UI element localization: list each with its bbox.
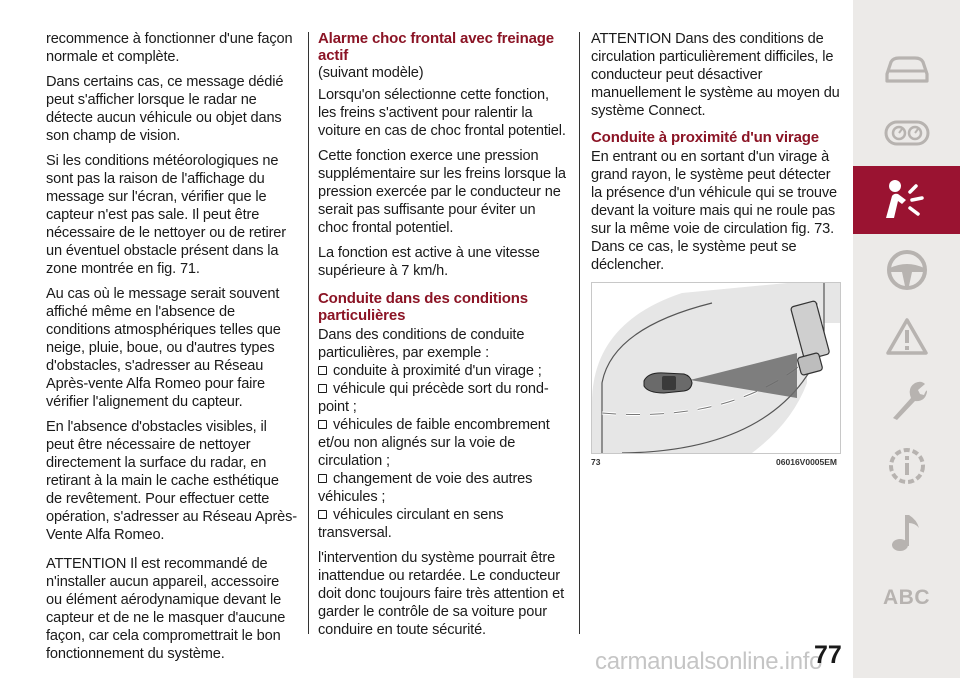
paragraph: Cette fonction exerce une pression supplémentaire sur les freins lorsque la pression exercée par le conducteur ne serait pas suffisante pour éviter un choc frontal potentiel. [318, 148, 566, 236]
airbag-person-icon [882, 178, 932, 222]
watermark: carmanualsonline.info [595, 648, 823, 675]
warning-paragraph: ATTENTION Dans des conditions de circulation particulièrement difficiles, le conducteur peut désactiver manuellement le système au moyen du système Connect. [591, 31, 840, 119]
column-divider [308, 32, 309, 634]
column-divider [579, 32, 580, 634]
warning-paragraph: ATTENTION Il est recommandé de n'installer aucun appareil, accessoire ou élément aérodynamique devant le capteur et de ne le masquer d'aucune façon, car cela compromettrait le bon fonctionnement du système. [46, 556, 286, 662]
figure-number: 73 [591, 457, 601, 467]
paragraph: Au cas où le message serait souvent affiché même en l'absence de conditions atmosphériques telles que neige, pluie, boue, ou d'autres types d'obstacles, s'adresser au Réseau Après-vente Alfa Romeo pour faire vérifier l'alignement du capteur. [46, 286, 281, 410]
chapter-sidebar [853, 0, 960, 678]
car-icon [644, 373, 692, 393]
paragraph: En l'absence d'obstacles visibles, il peut être nécessaire de nettoyer directement la surface du radar, en retirant à la main le cache esthétique de revêtement. Pour effectuer cette opération, s'adresser au Réseau Après-Vente Alfa Romeo. [46, 419, 298, 543]
paragraph: recommence à fonctionner d'une façon normale et complète. [46, 31, 293, 65]
text-column-1 [46, 30, 298, 670]
section-heading: Conduite dans des conditions particulières [318, 290, 528, 324]
index-abc-label: ABC [883, 586, 930, 609]
curve-road-illustration [592, 283, 840, 453]
list-item: véhicules circulant en sens transversal. [318, 507, 504, 541]
list-item: changement de voie des autres véhicules ; [318, 471, 533, 505]
bullet-list [318, 362, 568, 542]
checkbox-bullet-icon [318, 366, 327, 375]
text-column-3 [591, 30, 841, 281]
music-note-icon [887, 510, 927, 554]
paragraph: Lorsqu'on sélectionne cette fonction, les freins s'activent pour ralentir la voiture en cas de choc frontal potentiel. [318, 87, 566, 139]
sidebar-item-multimedia[interactable] [853, 498, 960, 566]
sidebar-item-maintenance[interactable] [853, 366, 960, 434]
sidebar-item-driving[interactable] [853, 236, 960, 304]
figure-code: 06016V0005EM [776, 457, 837, 467]
section-heading: Alarme choc frontal avec freinage actif [318, 30, 554, 64]
list-item: conduite à proximité d'un virage ; [318, 362, 568, 380]
sidebar-item-dashboard[interactable] [853, 100, 960, 168]
paragraph: En entrant ou en sortant d'un virage à grand rayon, le système peut détecter la présence d'un véhicule qui se trouve devant la voiture mais qui ne roule pas sur la même voie de circulation fig. 73. Dans ce cas, le système peut se déclencher. [591, 149, 837, 273]
wrench-icon [885, 378, 929, 422]
checkbox-bullet-icon [318, 384, 327, 393]
car-icon [883, 54, 931, 86]
text-column-2 [318, 30, 568, 646]
info-gear-icon [884, 443, 930, 489]
heading-subtitle: (suivant modèle) [318, 65, 424, 81]
sidebar-item-index[interactable] [853, 564, 960, 632]
page-number: 77 [814, 641, 842, 669]
paragraph: Dans des conditions de conduite particulières, par exemple : [318, 327, 525, 361]
steering-wheel-icon [885, 248, 929, 292]
paragraph: Si les conditions météorologiques ne sont pas la raison de l'affichage du message sur l'écran, vérifier que le capteur n'est pas sale. Il peut être nécessaire de le nettoyer ou de retirer un éventuel obstacle présent dans la zone montrée en fig. 71. [46, 153, 286, 277]
checkbox-bullet-icon [318, 420, 327, 429]
paragraph: l'intervention du système pourrait être inattendue ou retardée. Le conducteur doit donc toujours faire très attention et garder le contrôle de sa voiture pour conduire en toute sécurité. [318, 550, 564, 638]
checkbox-bullet-icon [318, 510, 327, 519]
list-item: véhicules de faible encombrement et/ou non alignés sur la voie de circulation ; [318, 417, 550, 469]
figure-caption [591, 457, 841, 467]
dashboard-icon [883, 118, 931, 150]
sidebar-item-emergency[interactable] [853, 302, 960, 370]
paragraph: La fonction est active à une vitesse supérieure à 7 km/h. [318, 245, 540, 279]
figure-curve-detection [591, 282, 841, 454]
sidebar-item-technical-data[interactable] [853, 432, 960, 500]
checkbox-bullet-icon [318, 474, 327, 483]
sidebar-item-safety[interactable] [853, 166, 960, 234]
paragraph: Dans certains cas, ce message dédié peut s'afficher lorsque le radar ne détecte aucun véhicule ou objet dans son champ de vision. [46, 74, 284, 144]
sidebar-item-vehicle[interactable] [853, 36, 960, 104]
section-heading: Conduite à proximité d'un virage [591, 129, 819, 146]
warning-triangle-icon [885, 316, 929, 356]
list-item: véhicule qui précède sort du rond-point ; [318, 381, 549, 415]
